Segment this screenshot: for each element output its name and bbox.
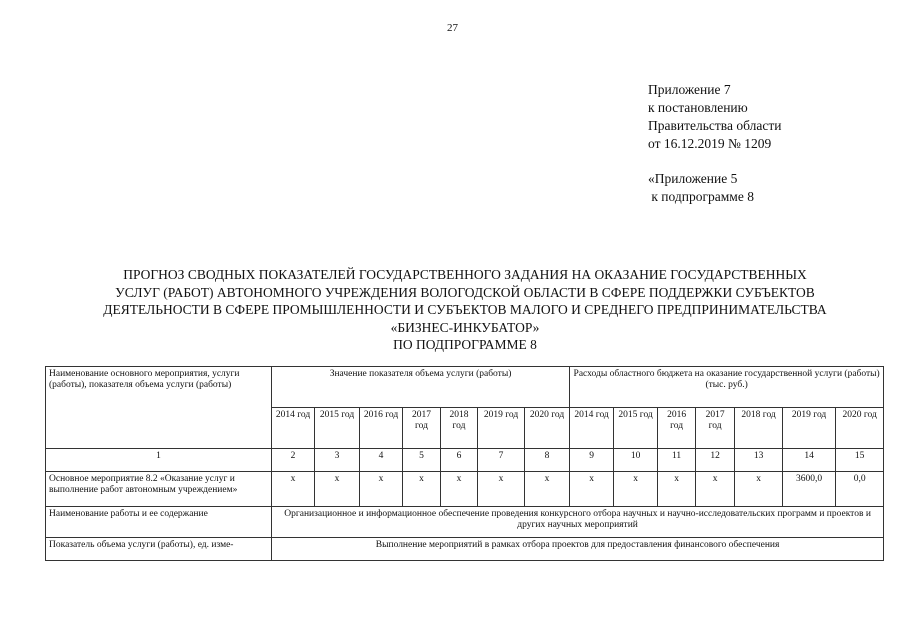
appendix-line: Правительства области — [648, 118, 782, 133]
data-cell: х — [360, 472, 403, 507]
column-number: 7 — [478, 449, 525, 472]
column-number: 4 — [360, 449, 403, 472]
data-cell: х — [272, 472, 315, 507]
title-line: ДЕЯТЕЛЬНОСТИ В СФЕРЕ ПРОМЫШЛЕННОСТИ И СУБЪЕКТОВ МАЛОГО И СРЕДНЕГО ПРЕДПРИНИМАТЕЛЬСТВА — [103, 302, 827, 317]
data-cell: х — [570, 472, 614, 507]
col-name-header: Наименование основного мероприятия, услуги (работы), показателя объема услуги (работы) — [46, 367, 272, 449]
year-cell: 2016 год — [658, 408, 696, 449]
year-cell: 2014 год — [272, 408, 315, 449]
title-line: ПО ПОДПРОГРАММЕ 8 — [393, 337, 537, 352]
column-number: 5 — [403, 449, 441, 472]
document-title — [40, 266, 890, 354]
row-name: Показатель объема услуги (работы), ед. изме- — [46, 538, 272, 561]
column-number: 14 — [783, 449, 836, 472]
appendix2-line: к подпрограмме 8 — [648, 189, 754, 204]
appendix-block — [648, 81, 781, 153]
year-cell: 2016 год — [360, 408, 403, 449]
volume-group-header: Значение показателя объема услуги (работы) — [272, 367, 570, 408]
data-cell: х — [696, 472, 735, 507]
year-cell: 2015 год — [614, 408, 658, 449]
data-cell: х — [315, 472, 360, 507]
column-number: 12 — [696, 449, 735, 472]
appendix-line: от 16.12.2019 № 1209 — [648, 136, 772, 151]
data-cell: 3600,0 — [783, 472, 836, 507]
row-name: Наименование работы и ее содержание — [46, 507, 272, 538]
column-number: 1 — [46, 449, 272, 472]
expenses-group-header: Расходы областного бюджета на оказание государственной услуги (работы) (тыс. руб.) — [570, 367, 884, 408]
data-cell: 0,0 — [836, 472, 884, 507]
year-cell: 2020 год — [525, 408, 570, 449]
column-number: 15 — [836, 449, 884, 472]
year-cell: 2015 год — [315, 408, 360, 449]
year-cell: 2018 год — [735, 408, 783, 449]
data-cell: х — [441, 472, 478, 507]
data-cell: х — [525, 472, 570, 507]
column-number: 8 — [525, 449, 570, 472]
data-cell: х — [614, 472, 658, 507]
column-number: 9 — [570, 449, 614, 472]
appendix-block-2 — [648, 170, 754, 206]
forecast-table — [45, 366, 884, 561]
year-cell: 2019 год — [783, 408, 836, 449]
data-cell: х — [658, 472, 696, 507]
year-cell: 2019 год — [478, 408, 525, 449]
year-cell: 2018 год — [441, 408, 478, 449]
year-cell: 2020 год — [836, 408, 884, 449]
appendix-line: Приложение 7 — [648, 82, 731, 97]
column-number: 10 — [614, 449, 658, 472]
column-number: 6 — [441, 449, 478, 472]
appendix-line: к постановлению — [648, 100, 748, 115]
title-line: ПРОГНОЗ СВОДНЫХ ПОКАЗАТЕЛЕЙ ГОСУДАРСТВЕННОГО ЗАДАНИЯ НА ОКАЗАНИЕ ГОСУДАРСТВЕННЫХ — [123, 267, 807, 282]
data-cell: х — [735, 472, 783, 507]
year-cell: 2014 год — [570, 408, 614, 449]
data-cell: х — [403, 472, 441, 507]
title-line: «БИЗНЕС-ИНКУБАТОР» — [390, 319, 540, 335]
year-cell: 2017 год — [403, 408, 441, 449]
work-content: Организационное и информационное обеспечение проведения конкурсного отбора научных и научно-исследовательских программ и проектов и других научных мероприятий — [272, 507, 884, 538]
indicator-content: Выполнение мероприятий в рамках отбора проектов для предоставления финансового обеспечения — [272, 538, 884, 561]
appendix2-line: «Приложение 5 — [648, 171, 738, 186]
page-number: 27 — [447, 22, 458, 34]
year-cell: 2017 год — [696, 408, 735, 449]
row-name: Основное мероприятие 8.2 «Оказание услуг и выполнение работ автономным учреждением» — [46, 472, 272, 507]
title-line: УСЛУГ (РАБОТ) АВТОНОМНОГО УЧРЕЖДЕНИЯ ВОЛОГОДСКОЙ ОБЛАСТИ В СФЕРЕ ПОДДЕРЖКИ СУБЪЕКТОВ — [115, 284, 815, 300]
column-number: 2 — [272, 449, 315, 472]
column-number: 13 — [735, 449, 783, 472]
column-number: 3 — [315, 449, 360, 472]
data-cell: х — [478, 472, 525, 507]
column-number: 11 — [658, 449, 696, 472]
